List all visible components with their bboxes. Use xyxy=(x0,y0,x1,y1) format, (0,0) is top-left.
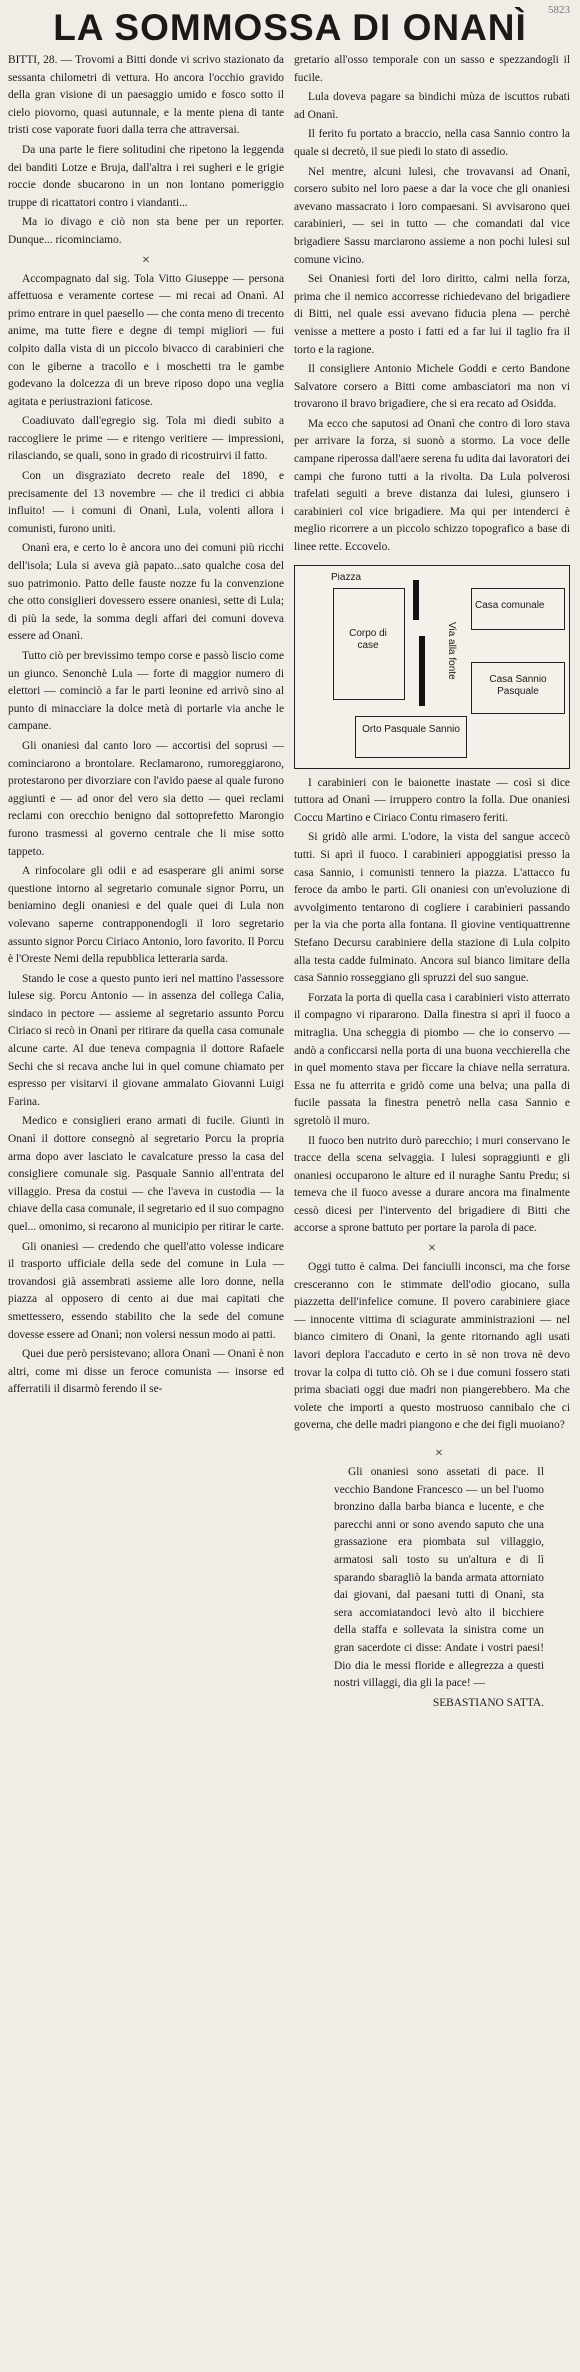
paragraph: Coadiuvato dall'egregio sig. Tola mi diedi subito a raccogliere le prime — e ritengo veritiere — impressioni, rilasciando, se quali, sono in grado di ricostruirvi il fatto. xyxy=(8,415,284,463)
map-label-corpo: Corpo di case xyxy=(349,627,387,651)
paragraph: Il ferito fu portato a braccio, nella casa Sannio contro la quale si decretò, il sue piedi lo stato di assedio. xyxy=(294,128,570,158)
section-separator: × xyxy=(435,1446,443,1461)
paragraph: A rinfocolare gli odii e ad esasperare gli animi sorse questione intorno al segretario comunale signor Porru, un beniamino degli onaniesi e del quale quei di Lula non volevano saperne contrapponendogli il loro segretario assunto signor Porcu Ciriaco Antonio, loro favorito. Il Porcu è l'Oreste Nemi della repubblica letteraria sarda. xyxy=(8,865,284,966)
paragraph: Con un disgraziato decreto reale del 1890, e precisamente del 13 novembre — che il tredici ci abbia influito! — i comuni di Onanì, Lula, volenti allora i comunisti, furono uniti. xyxy=(8,470,284,535)
paragraph: Medico e consiglieri erano armati di fucile. Giunti in Onanì il dottore consegnò al segretario Porcu la propria arma dopo aver lasciato le cavalcature presso la casa del consigliere comunale sig. Pasquale Sannio all'entrata del villaggio. Presa da costui — che l'aveva in custodia — la chiave della casa comunale, il segretario ed il suo compagno quel... omonimo, si recarono al municipio per ritirar le carte. xyxy=(8,1115,284,1233)
right-column-top xyxy=(294,52,570,557)
map-label-piazza: Piazza xyxy=(331,571,362,583)
paragraph: Il consigliere Antonio Michele Goddi e certo Bandone Salvatore corsero a Bitti come ambasciatori ma non vi trovarono il bravo brigadiere, che si era recato ad Osidda. xyxy=(294,363,570,411)
section-separator: × xyxy=(428,1241,436,1257)
signature: SEBASTIANO SATTA. xyxy=(432,1696,544,1709)
paragraph: Forzata la porta di quella casa i carabinieri visto atterrato il compagno vi ripararono. Dalla finestra si aprì il fuoco a mitraglia. Una scheggia di piombo — che io conservo — andò a conficcarsi nella porta di una buona vecchierella che in quel momento stava per ficcare la chiave nella serratura. Essa ne fu atterrita e gridò come una belva; una palla di fucile passata la finestra penetrò nella casa Sannio e sgretolò il muro. xyxy=(294,991,570,1127)
paragraph: I carabinieri con le baionette inastate — così si dice tuttora ad Onanì — irruppero contro la folla. Due onaniesi Coccu Martino e Ciriaco Contu rimasero feriti. xyxy=(294,776,570,824)
paragraph: Onanì era, e certo lo è ancora uno dei comuni più ricchi dell'isola; Lula si aveva già papato...sato qualche cosa del suo patrimonio. Patto delle fauste nozze fu la convenzione che otto consiglieri dovessero essere onaniesi, sette di Lula; di più la sede, la somma degli affari dei comuni doveva essere ad Onanì. xyxy=(8,542,284,643)
left-column xyxy=(8,52,284,1712)
paragraph: gretario all'osso temporale con un sasso e spezzandogli il fucile. xyxy=(294,54,570,84)
paragraph: Nel mentre, alcuni lulesi, che trovavansi ad Onanì, corsero subito nel loro paese a dar la voce che gli onaniesi avevano massacrato i loro compaesani. Si avvisarono quei carabinieri, — sei in tutto — che comandati dal vice brigadiere Sassu marciarono assieme a non pochi lulesi sul comune vicino. xyxy=(294,165,570,266)
paragraph: Accompagnato dal sig. Tola Vitto Giuseppe — persona affettuosa e veramente cortese — mi recai ad Onanì. Al primo entrare in quel paesello — che conta meno di trecento anime, ma tutte fiere e degne di tempi migliori — fui colpito dalla vista di un piccolo bivacco di carabinieri che con le giberne a tracollo e i moschetti tra le gambe godevano la dolcezza di un breve riposo dopo una veglia agitata e periustrazioni faticose. xyxy=(8,272,284,408)
topographic-sketch xyxy=(294,565,570,769)
article-columns xyxy=(8,52,572,1712)
paragraph: Tutto ciò per brevissimo tempo corse e passò liscio come un giunco. Senonchè Lula — forte di maggior numero di elettori — cominciò a far le parti leonine ed arrivò sino al punto di minacciare la dolce metà di portarle via anche le campane. xyxy=(8,650,284,733)
paragraph: Oggi tutto è calma. Dei fanciulli inconsci, ma che forse cresceranno con le stimmate dell'odio giocano, sulla piazzetta dell'infelice comune. Il povero carabiniere giace — innocente vittima di sciagurate amministrazioni — nel bianco cimitero di Onanì, la gente ritornando agli usati lavori deplora l'accaduto e certo in sè non trova nè devo trovar la colpa di tutto ciò. Oh se i due comuni fossero stati prima sbaciati oggi due madri non piangerebbero. Ma che volete che importi a questo mostruoso cannibalo che ci governa, che delle madri piangono e che dei figli muoiano? xyxy=(294,1261,570,1432)
paragraph: Gli onaniesi sono assetati di pace. Il vecchio Bandone Francesco — un bel l'uomo bronzino dalla barba bianca e lucente, e che parecchi anni or sono avendo saputo che una grassazione era piombata sul villaggio, armatosi sali tosto su un'altura e di lì sparando sbaragliò la banda armata attorniato dai giovani, dal paesani tutti di Onanì, sta sera accomiatandoci levò alto il bicchiere della staffa e sollevata la sinistra come un gran sacerdote ci disse: Andate i vostri paesi! Dio dia le messi floride e allegrezza a questi nostri villaggi, dia gli la pace! — xyxy=(334,1466,544,1690)
right-column-bottom xyxy=(294,775,570,1435)
paragraph: Il fuoco ben nutrito durò parecchio; i muri conservano le tracce della scena selvaggia. I lulesi sopraggiunti e gli onaniesi occuparono le alture ed il nuraghe Santu Predu; si temeva che il fuoco avesse a durare ancora ma finalmente cessò dicesi per l'intervento del brigadiere di Bitti che accorse a sprone battuto per portare la parola di pace. xyxy=(294,1134,570,1235)
map-label-casa-comunale: Casa comunale xyxy=(475,599,545,611)
map-orto-box xyxy=(355,716,467,758)
closing-box xyxy=(334,1445,544,1693)
map-label-orto: Orto Pasquale Sannio xyxy=(362,723,460,735)
paragraph: Gli onaniesi — credendo che quell'atto volesse indicare il trasporto ufficiale della sede del comune in Lula — trovandosi già assembrati assieme alle loro donne, nella piazza al opposero di cento ai due mai capitati che smettessero, essendo stabilito che la sede del comune dovesse essere ad Onanì; non volersi nessun modo ai patti. xyxy=(8,1240,284,1341)
section-separator: × xyxy=(142,252,150,268)
paragraph: Da una parte le fiere solitudini che ripetono la leggenda dei banditi Lotze e Bruja, dall'altra i rei sugheri e le grigie roccie donde sbucarono in un non lontano pomeriggio truppe di ricattatori contro i viandanti... xyxy=(8,143,284,209)
headline: LA SOMMOSSA DI ONANÌ xyxy=(53,7,527,48)
map-label-via: Via alla fonte xyxy=(446,621,457,680)
map-wall-mark xyxy=(419,636,425,706)
paragraph: Si gridò alle armi. L'odore, la vista del sangue accecò tutti. Si aprì il fuoco. I carabinieri appoggiatisi presso la casa Sannio, i comunisti tennero la piazza. L'attacco fu feroce da ambo le parti. Gli onaniesi con un'evoluzione di avvolgimento tentarono di cogliere i carabinieri passando per la via che porta alla fontana. Il giovine ventiquattrenne Stefano Decursu carabiniere della stazione di Lula colpito alla testa cadde fulminato. Ancora sul bianco limitare della casa Sannio rosseggiano gli spruzzi del suo sangue. xyxy=(294,831,570,985)
corner-mark: 5823 xyxy=(548,4,570,16)
right-column xyxy=(294,52,570,1712)
paragraph: Gli onaniesi dal canto loro — accortisi del soprusi — cominciarono a brontolare. Reclamarono, rumoreggiarono, protestarono per divorziare con l'avido paese al quale furono aggiunti e — ad onor del vero sia detto — quei reclami reclami con orecchio benigno dal sottoprefetto Marongio furono trasmessi al governo centrale che li mise sotto tappeto. xyxy=(8,739,284,858)
paragraph: Ma ecco che saputosi ad Onanì che contro di loro stava per arrivare la forza, si suonò a stormo. La voce delle campane riperossa dall'aere serena fu udita dai lavoratori dei campi che furono tutti a la rivolta. Da Lula polverosi trafelati seguiti a breve distanza dai lulesi, giunsero i carabinieri col vice brigadiere. Ma qui per intenderci è meglio ricorrere a un piccolo schizzo topografico a base di linee rette. Eccovelo. xyxy=(294,417,570,554)
paragraph: Sei Onaniesi forti del loro diritto, calmi nella forza, prima che il nemico accorresse richiedevano del brigadiere di Bitti, nel quale essi avevano fiducia plena — perchè venisse a mettere a posto i fatti ed a far lui il taglio fra il torto e la ragione. xyxy=(294,273,570,356)
paragraph: Lula doveva pagare sa bindichi mùza de iscuttos rubati ad Onanì. xyxy=(294,91,570,121)
paragraph: Ma io divago e ciò non sta bene per un reporter. Dunque... ricominciamo. xyxy=(8,216,284,246)
map-label-casa-sannio: Casa Sannio Pasquale xyxy=(489,673,547,697)
paragraph: Stando le cose a questo punto ieri nel mattino l'assessore lulese sig. Porcu Antonio — in assenza del collega Calia, sindaco in pectore — assieme al segretario assunto Porcu Ciriaco si recò in Onanì per ritirare da quella casa comunale alcune carte. Al due teneva compagnia il dottore Rafaele Sechi che si recava anche lui in quel comune chiamato per espresso per visitarvi il giovane ammalato Giovanni Luigi Farina. xyxy=(8,972,284,1108)
paragraph: Quei due però persistevano; allora Onanì — Onanì è non altri, come mi disse un feroce comunista — insorse ed afferratili il disarmò ferendo il se- xyxy=(8,1348,284,1396)
map-wall-mark xyxy=(413,580,419,620)
paragraph: BITTI, 28. — Trovomi a Bitti donde vi scrivo stazionato da sessanta chilometri di vettura. Ho ancora l'occhio gravido della gran visione di un paesaggio umido e fosco sotto il cielo piovorno, quasi autunnale, e la mente piena di tante tristi cose vaporate fuori dalla terra che attraversai. xyxy=(8,54,284,137)
